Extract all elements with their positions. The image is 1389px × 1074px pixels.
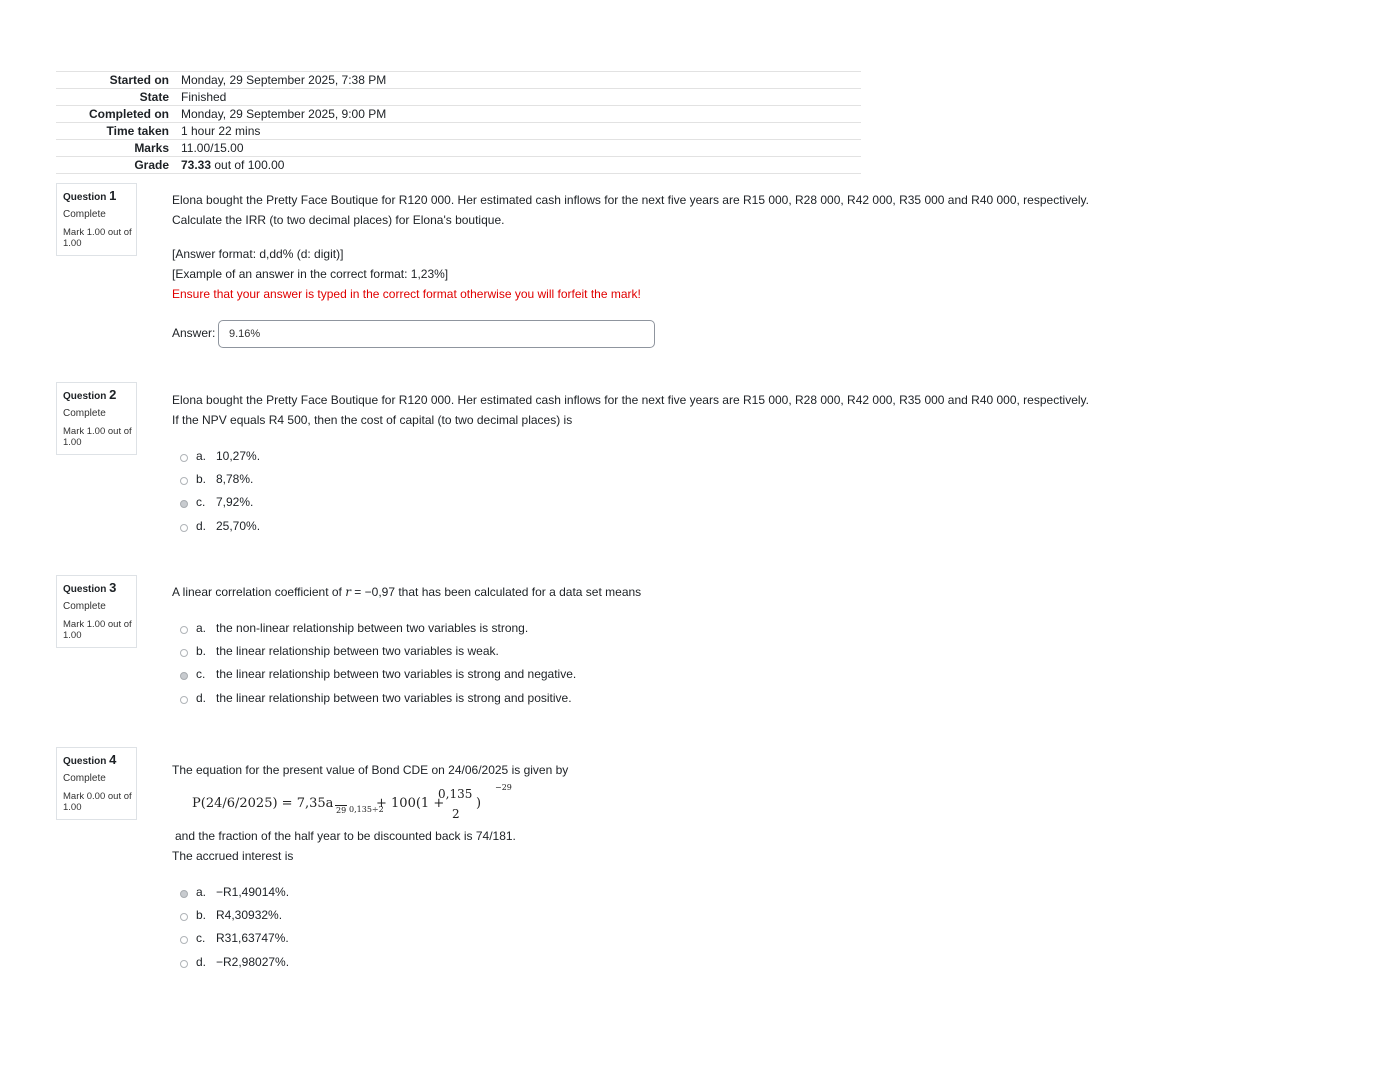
question-grade: Mark 1.00 out of 1.00 — [63, 426, 132, 448]
question-info-1 — [56, 183, 137, 256]
question-text: Elona bought the Pretty Face Boutique for R120 000. Her estimated cash inflows for the next five years are R15 000, R28 000, R42 000, R35 000 and R40 000, respectively. — [172, 193, 1089, 207]
summary-row-time-taken — [56, 123, 861, 140]
option-b[interactable]: b. 8,78%. — [180, 467, 260, 490]
question-state: Complete — [63, 209, 106, 220]
question-grade: Mark 1.00 out of 1.00 — [63, 227, 132, 249]
radio-button-selected[interactable] — [180, 500, 188, 508]
option-c[interactable]: c. R31,63747%. — [180, 927, 289, 950]
summary-label: Started on — [56, 72, 181, 89]
summary-row-grade — [56, 157, 861, 174]
summary-value: 1 hour 22 mins — [181, 123, 861, 140]
radio-button[interactable] — [180, 960, 188, 968]
option-text: 8,78%. — [216, 471, 254, 486]
formula-fraction-numerator: 0,135 — [438, 787, 473, 801]
summary-row-completed — [56, 106, 861, 123]
summary-row-marks — [56, 140, 861, 157]
question-info-2 — [56, 382, 137, 455]
formula-fraction-denominator: 2 — [452, 807, 460, 821]
question-info-4 — [56, 747, 137, 820]
radio-button[interactable] — [180, 626, 188, 634]
summary-row-state — [56, 89, 861, 106]
radio-button[interactable] — [180, 936, 188, 944]
formula-annuity-n: 29 — [336, 806, 347, 815]
grade-value: 73.33 — [181, 158, 212, 172]
option-text: the non-linear relationship between two variables is strong. — [216, 620, 529, 635]
formula-exponent: −29 — [495, 783, 512, 792]
question-text: Calculate the IRR (to two decimal places) for Elona's boutique. — [172, 213, 505, 227]
option-text: 7,92%. — [216, 495, 254, 510]
question-state: Complete — [63, 773, 106, 784]
question-text: Elona bought the Pretty Face Boutique for R120 000. Her estimated cash inflows for the next five years are R15 000, R28 000, R42 000, R35 000 and R40 000, respectively. — [172, 393, 1089, 407]
answer-options — [180, 880, 289, 973]
option-c[interactable]: c. the linear relationship between two variables is strong and negative. — [180, 663, 576, 686]
question-grade: Mark 1.00 out of 1.00 — [63, 619, 132, 641]
summary-value: Monday, 29 September 2025, 9:00 PM — [181, 106, 861, 123]
option-text: R31,63747%. — [216, 931, 289, 946]
summary-value: 11.00/15.00 — [181, 140, 861, 157]
radio-button[interactable] — [180, 913, 188, 921]
answer-format-note: [Answer format: d,dd% (d: digit)] — [172, 247, 344, 261]
summary-row-started — [56, 72, 861, 89]
option-text: −R1,49014%. — [216, 884, 290, 899]
attempt-summary-table — [56, 71, 861, 174]
summary-value: Monday, 29 September 2025, 7:38 PM — [181, 72, 861, 89]
option-text: the linear relationship between two variables is strong and negative. — [216, 667, 577, 682]
question-state: Complete — [63, 601, 106, 612]
answer-example-note: [Example of an answer in the correct format: 1,23%] — [172, 267, 449, 281]
answer-input[interactable] — [218, 320, 655, 348]
option-a[interactable]: a. the non-linear relationship between two variables is strong. — [180, 616, 576, 639]
radio-button[interactable] — [180, 477, 188, 485]
question-number: Question 2 — [63, 387, 117, 402]
radio-button[interactable] — [180, 454, 188, 462]
option-a[interactable]: a. 10,27%. — [180, 444, 260, 467]
question-text: If the NPV equals R4 500, then the cost of capital (to two decimal places) is — [172, 413, 573, 427]
radio-button[interactable] — [180, 696, 188, 704]
question-text: The accrued interest is — [172, 849, 294, 863]
option-a[interactable]: a. −R1,49014%. — [180, 880, 289, 903]
summary-value — [181, 157, 861, 174]
variable-r: r — [345, 585, 351, 599]
answer-options — [180, 444, 260, 537]
question-text: and the fraction of the half year to be discounted back is 74/181. — [175, 829, 516, 843]
radio-button[interactable] — [180, 524, 188, 532]
question-number: Question 1 — [63, 188, 117, 203]
format-warning: Ensure that your answer is typed in the correct format otherwise you will forfeit the mark! — [172, 287, 641, 301]
bond-formula — [192, 783, 532, 827]
option-d[interactable]: d. the linear relationship between two variables is strong and positive. — [180, 686, 576, 709]
option-c[interactable]: c. 7,92%. — [180, 491, 260, 514]
radio-button-selected[interactable] — [180, 890, 188, 898]
question-state: Complete — [63, 408, 106, 419]
question-info-3 — [56, 575, 137, 648]
option-d[interactable]: d. −R2,98027%. — [180, 950, 289, 973]
question-number: Question 4 — [63, 752, 117, 767]
option-d[interactable]: d. 25,70%. — [180, 514, 260, 537]
option-text: 10,27%. — [216, 448, 261, 463]
option-text: R4,30932%. — [216, 907, 283, 922]
summary-label: Grade — [56, 157, 181, 174]
answer-options — [180, 616, 576, 709]
answer-label: Answer: — [172, 326, 216, 340]
formula-plus: + 100(1 + — [376, 796, 445, 811]
question-text: A linear correlation coefficient of r = −0,97 that has been calculated for a data set means — [172, 585, 642, 599]
summary-label: Time taken — [56, 123, 181, 140]
option-text: the linear relationship between two variables is strong and positive. — [216, 690, 572, 705]
formula-annuity-rate: 0,135÷2 — [349, 805, 384, 814]
radio-button[interactable] — [180, 649, 188, 657]
option-text: −R2,98027%. — [216, 954, 290, 969]
option-b[interactable]: b. R4,30932%. — [180, 903, 289, 926]
option-text: 25,70%. — [216, 518, 261, 533]
question-text: The equation for the present value of Bond CDE on 24/06/2025 is given by — [172, 763, 569, 777]
summary-label: Completed on — [56, 106, 181, 123]
question-grade: Mark 0.00 out of 1.00 — [63, 791, 132, 813]
summary-label: Marks — [56, 140, 181, 157]
summary-value: Finished — [181, 89, 861, 106]
grade-total: out of 100.00 — [211, 158, 285, 172]
option-b[interactable]: b. the linear relationship between two variables is weak. — [180, 639, 576, 662]
question-number: Question 3 — [63, 580, 117, 595]
formula-close-paren: ) — [476, 796, 482, 811]
option-text: the linear relationship between two variables is weak. — [216, 643, 499, 658]
radio-button-selected[interactable] — [180, 672, 188, 680]
formula-lhs: P(24/6/2025) = 7,35a — [192, 796, 334, 811]
summary-label: State — [56, 89, 181, 106]
